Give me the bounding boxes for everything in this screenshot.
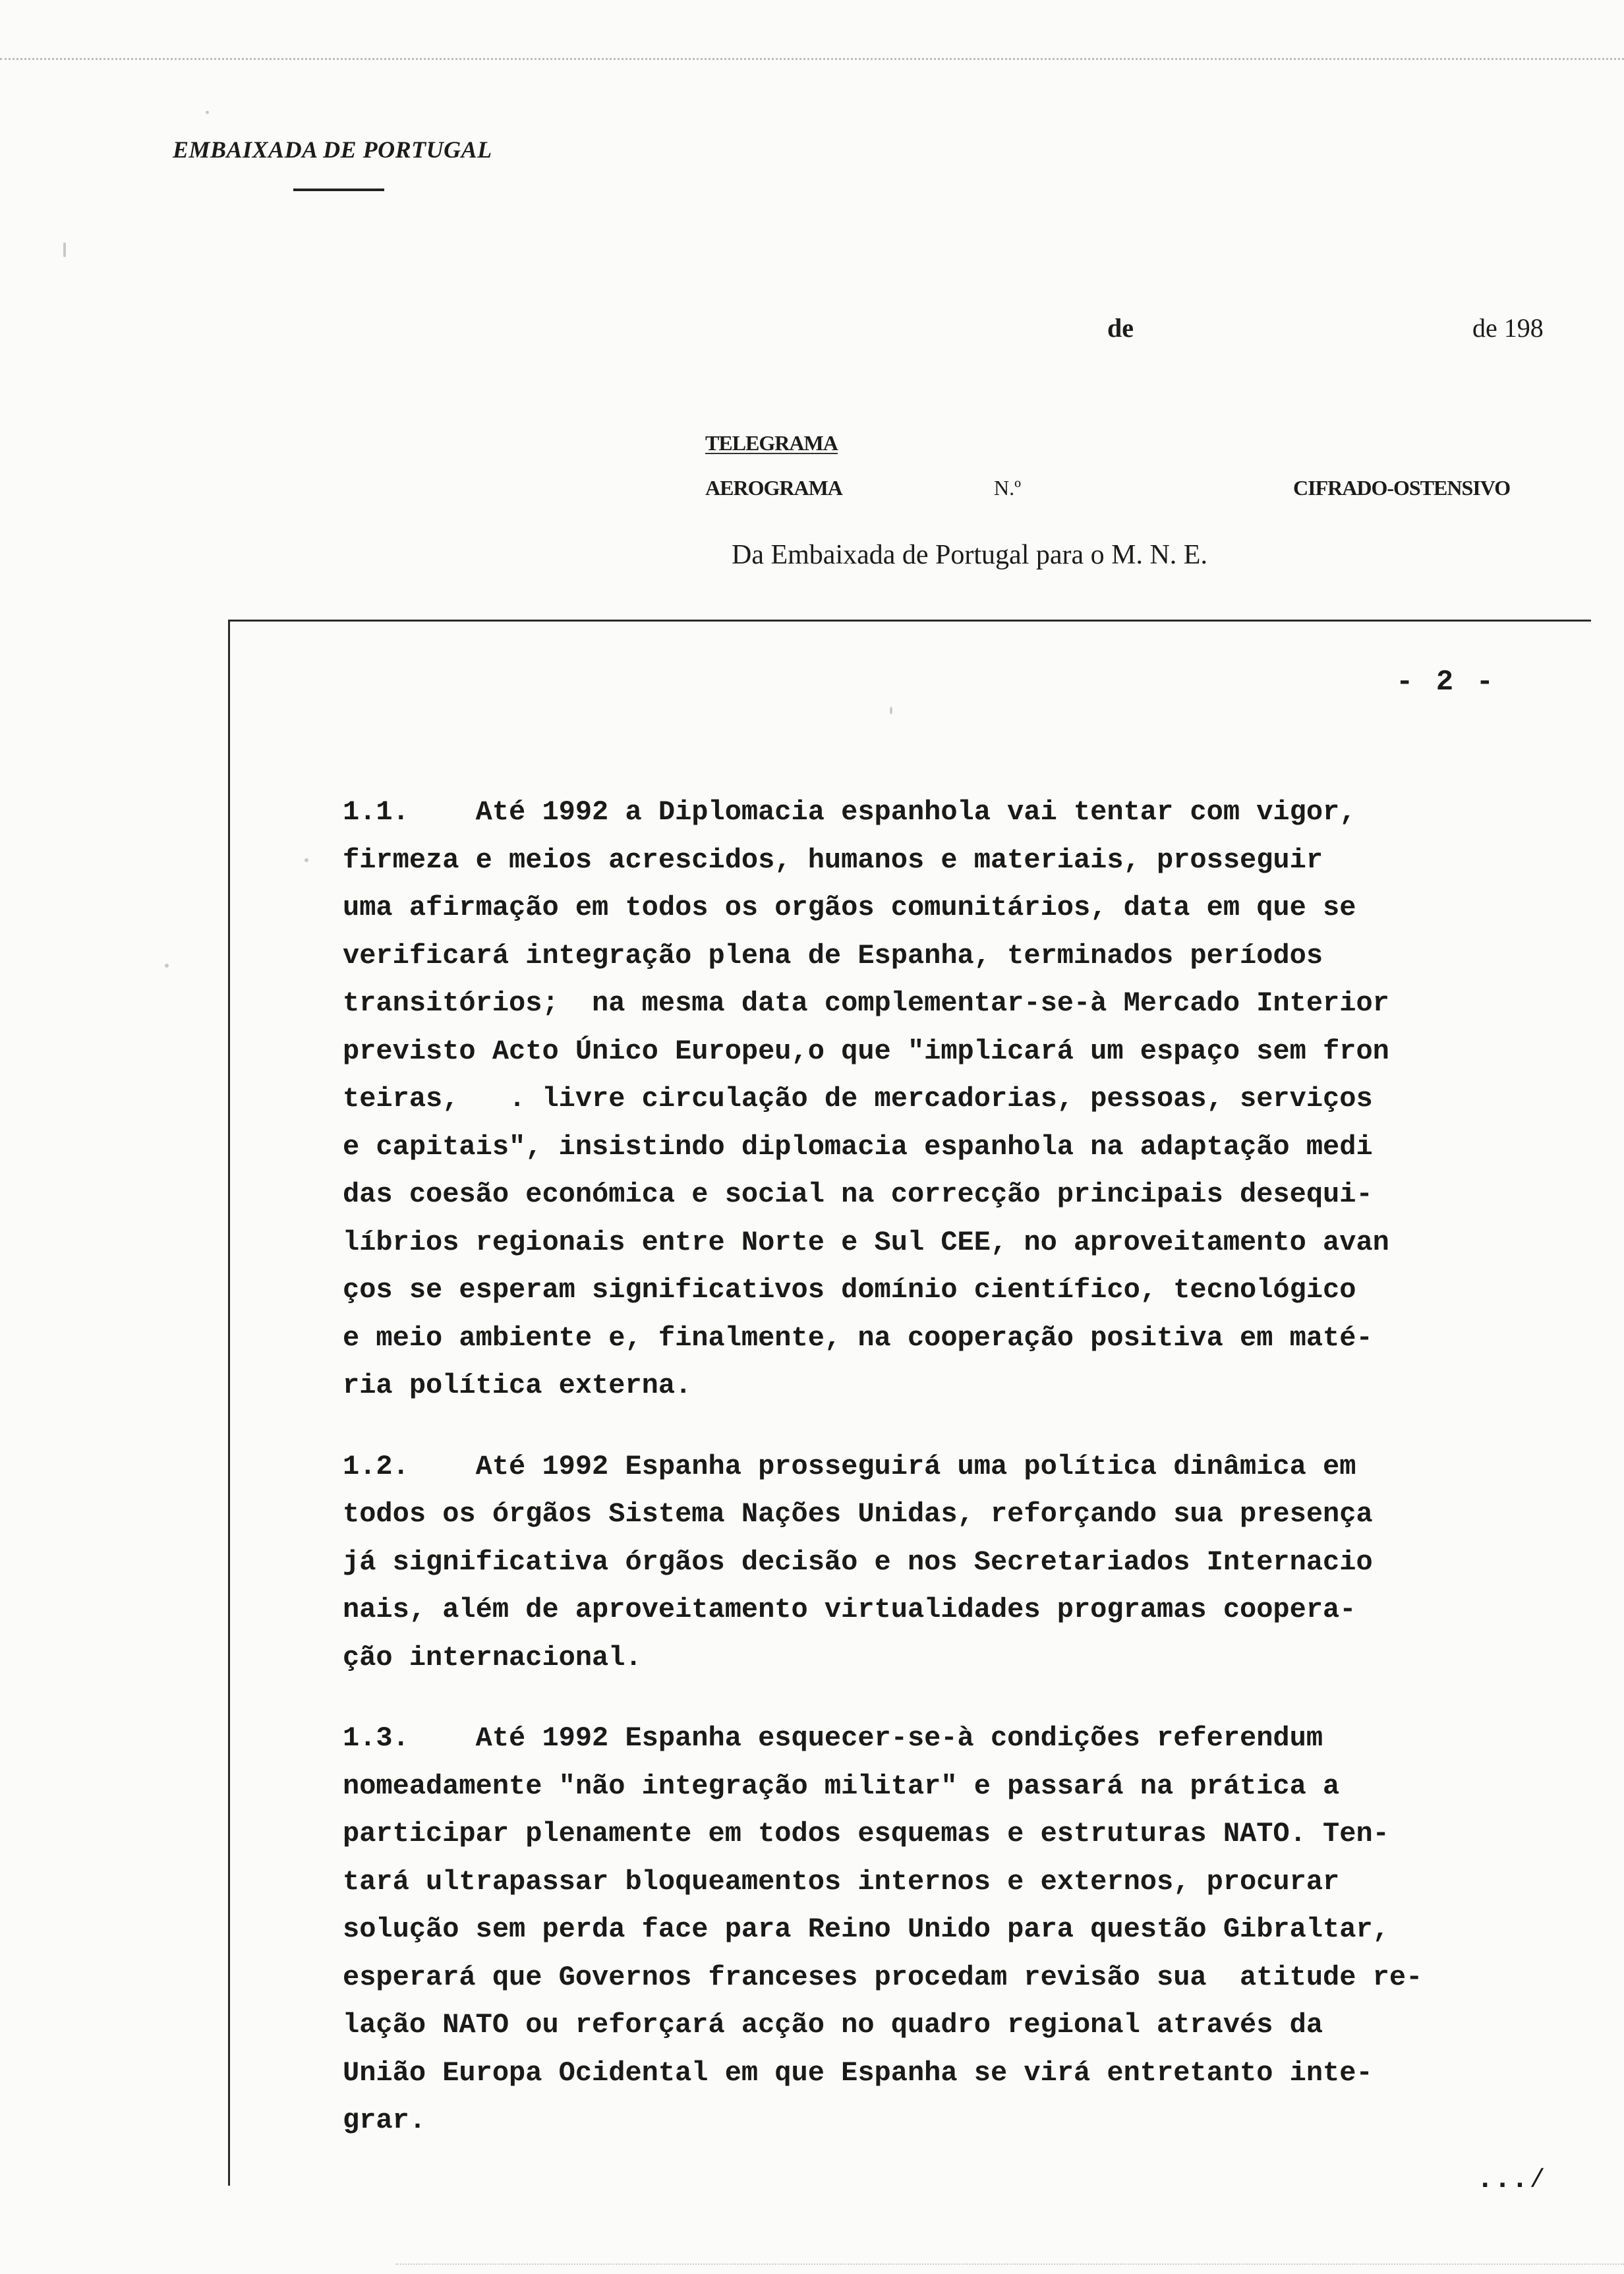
continuation-mark: ...⁄ — [1476, 2163, 1546, 2196]
paragraph-1-2 — [343, 1443, 1569, 1682]
text-line: ria política externa. — [343, 1370, 692, 1401]
scan-speck — [890, 707, 892, 714]
top-scan-edge — [0, 58, 1624, 60]
text-line: e capitais", insistindo diplomacia espanhola na adaptação medi — [343, 1130, 1373, 1163]
paragraph-1-3 — [343, 1714, 1569, 2145]
scan-speck — [63, 243, 66, 257]
text-line: e meio ambiente e, finalmente, na cooperação positiva em maté- — [343, 1322, 1373, 1354]
text-line: transitórios; na mesma data complementar-se-à Mercado Interior — [343, 987, 1389, 1019]
text-line: esperará que Governos franceses procedam revisão sua atitude re- — [343, 1961, 1423, 1993]
text-line: das coesão económica e social na correcção principais desequi- — [343, 1179, 1373, 1210]
scan-speck — [165, 964, 169, 968]
content-frame-left — [228, 620, 230, 2186]
text-line: uma afirmação em todos os orgãos comunitários, data em que se — [343, 892, 1356, 923]
cifrado-ostensivo-label: CIFRADO-OSTENSIVO — [1293, 476, 1511, 500]
text-line: lação NATO ou reforçará acção no quadro regional através da — [343, 2009, 1323, 2041]
date-year-label: de 198 — [1472, 313, 1544, 343]
text-line: União Europa Ocidental em que Espanha se virá entretanto inte- — [343, 2056, 1373, 2089]
text-line: ção internacional. — [343, 1641, 642, 1674]
text-line: previsto Acto Único Europeu,o que "implicará um espaço sem fron — [343, 1035, 1389, 1067]
text-line: 1.2. Até 1992 Espanha prosseguirá uma política dinâmica em — [343, 1450, 1356, 1482]
text-line: nomeadamente "não integração militar" e passará na prática a — [343, 1770, 1340, 1802]
number-label: N.º — [994, 476, 1022, 500]
date-de-label: de — [1107, 313, 1134, 343]
text-line: teiras, . livre circulação de mercadorias, pessoas, serviços — [343, 1083, 1373, 1115]
letterhead-rule — [293, 189, 384, 191]
text-line: 1.3. Até 1992 Espanha esquecer-se-à condições referendum — [343, 1722, 1323, 1754]
text-line: ços se esperam significativos domínio científico, tecnológico — [343, 1274, 1356, 1306]
text-line: tará ultrapassar bloqueamentos internos e externos, procurar — [343, 1865, 1340, 1898]
text-line: líbrios regionais entre Norte e Sul CEE, no aproveitamento avan — [343, 1226, 1389, 1258]
text-line: verificará integração plena de Espanha, terminados períodos — [343, 939, 1323, 972]
text-line: já significativa órgãos decisão e nos Secretariados Internacio — [343, 1546, 1373, 1578]
page-number: - 2 - — [1396, 666, 1497, 699]
embassy-letterhead: EMBAIXADA DE PORTUGAL — [173, 136, 492, 163]
text-line: firmeza e meios acrescidos, humanos e materiais, prosseguir — [343, 844, 1323, 876]
text-line: solução sem perda face para Reino Unido para questão Gibraltar, — [343, 1913, 1389, 1945]
sender-recipient-line: Da Embaixada de Portugal para o M. N. E. — [732, 540, 1207, 570]
scan-speck — [206, 111, 209, 114]
text-line: 1.1. Até 1992 a Diplomacia espanhola vai tentar com vigor, — [343, 796, 1356, 828]
telegrama-label: TELEGRAMA — [705, 431, 838, 455]
scan-speck — [304, 858, 308, 862]
paragraph-1-1 — [343, 788, 1569, 1410]
aerograma-label: AEROGRAMA — [705, 476, 842, 500]
text-line: nais, além de aproveitamento virtualidades programas coopera- — [343, 1594, 1356, 1625]
bottom-scan-edge — [395, 2263, 1624, 2265]
text-line: participar plenamente em todos esquemas e estruturas NATO. Ten- — [343, 1818, 1389, 1850]
text-line: grar. — [343, 2105, 426, 2136]
content-frame-top — [229, 620, 1591, 622]
telegram-body — [343, 788, 1569, 2178]
text-line: todos os órgãos Sistema Nações Unidas, reforçando sua presença — [343, 1498, 1373, 1530]
